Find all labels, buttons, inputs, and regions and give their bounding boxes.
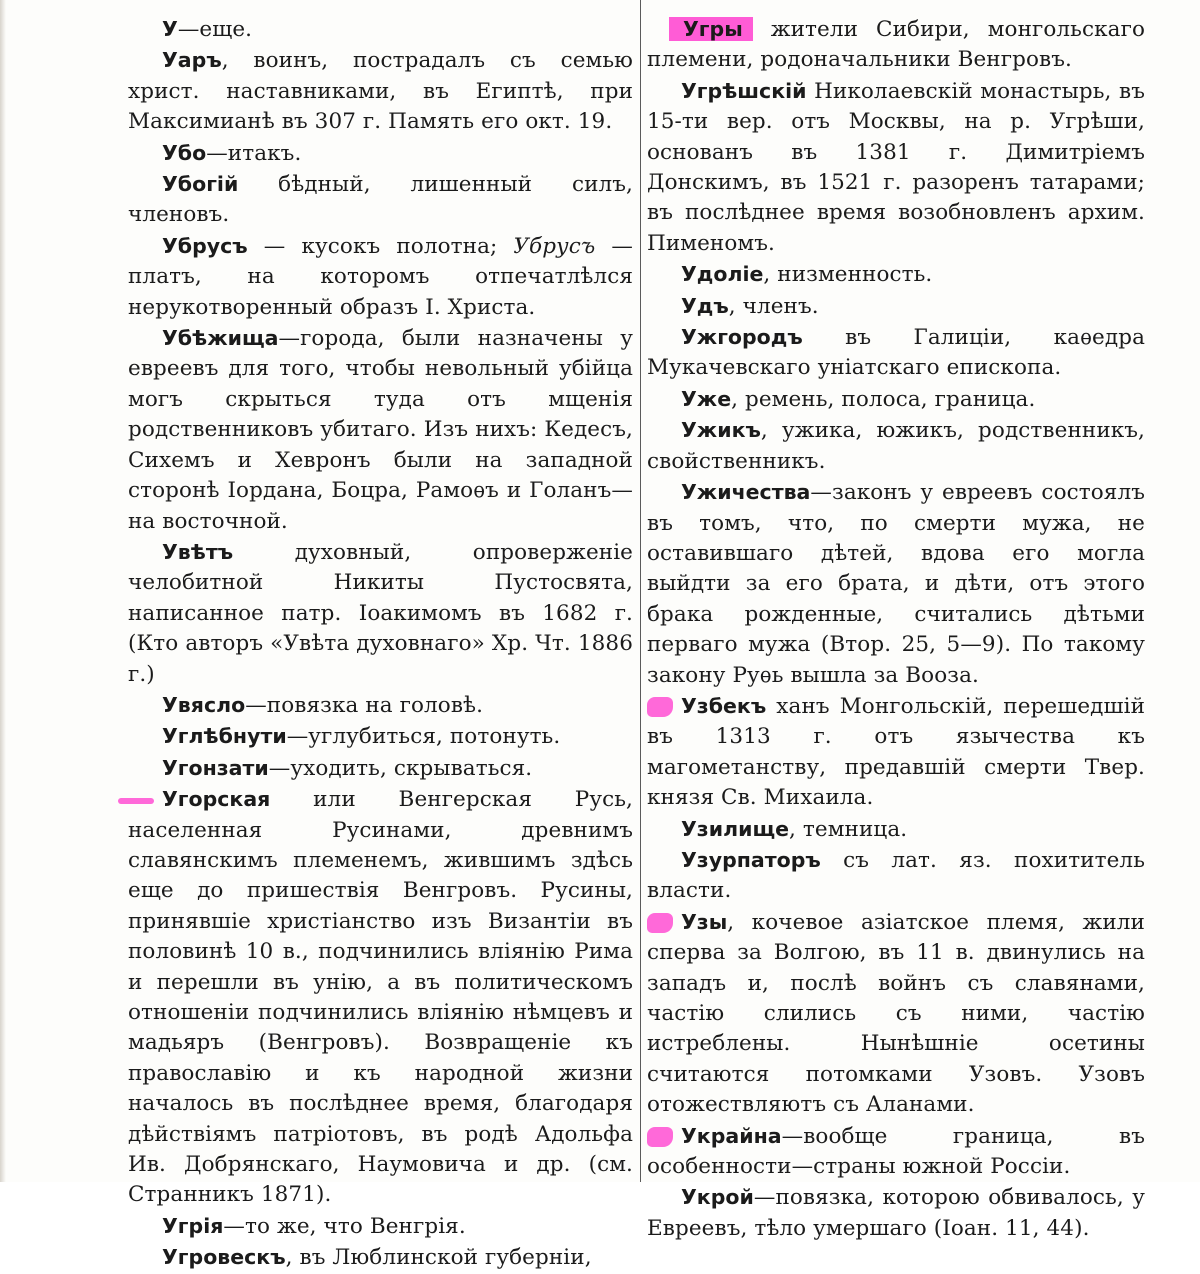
headword: Укрой: [681, 1185, 754, 1210]
definition: —повязка, которою обвивалось, у Евреевъ, тѣло умершаго (Іоан. 11, 44).: [647, 1185, 1145, 1241]
entry-uzhichestva: [647, 477, 1145, 691]
headword: Украйна: [681, 1123, 782, 1148]
headword: Угорская: [162, 787, 271, 812]
headword: Убо: [162, 140, 207, 165]
entry-ugry: [647, 14, 1145, 76]
entry-ugorskaya: [128, 784, 633, 1211]
definition: жители Сибири, монгольскаго племени, родоначальники Венгровъ.: [647, 17, 1145, 73]
entry-ugrovesk: [128, 1242, 633, 1273]
headword: Увѣтъ: [162, 539, 234, 564]
entry-uzbek: [647, 691, 1145, 814]
definition-continued: — платъ, на которомъ отпечатлѣлся нерукотворенный образъ І. Христа.: [128, 233, 633, 320]
left-column: [128, 14, 633, 1271]
headword: Узилище: [681, 816, 790, 841]
headword: Узурпаторъ: [681, 847, 821, 872]
definition: —еще.: [177, 17, 253, 42]
entry-ud: [647, 291, 1145, 322]
definition: , кочевое азіатское племя, жили сперва за Волгою, въ 11 в. двинулись на западъ и, послѣ войнъ съ славянами, частію слились съ ними, частію истреблены. Нынѣшніе осетины считаются потомками Узовъ. Узовъ отожествляютъ съ Аланами.: [647, 909, 1145, 1118]
definition: , въ Люблинской губерніи,: [285, 1245, 592, 1271]
definition: —повязка на головѣ.: [245, 692, 484, 718]
headword: У: [162, 17, 178, 41]
definition: , темница.: [789, 816, 908, 842]
definition: — кусокъ полотна;: [247, 233, 514, 259]
headword: Угрѣшскій: [681, 78, 807, 103]
definition: бѣдный, лишенный силъ, членовъ.: [128, 172, 633, 228]
headword: Удъ: [681, 293, 729, 318]
headword: Угрія: [162, 1213, 224, 1238]
entry-ukraina: [647, 1121, 1145, 1183]
entry-uzurpator: [647, 845, 1145, 907]
definition: духовный, опроверженіе челобитной Никиты Пустосвята, написанное патр. Іоакимомъ въ 1682 г. (Кто авторъ «Увѣта духовнаго» Хр. Чт. 1886 г.): [128, 539, 633, 687]
headword: Ужикъ: [681, 418, 761, 443]
headword: Уаръ: [162, 48, 222, 73]
headword: Ужичества: [681, 480, 811, 505]
headword: Уже: [681, 386, 732, 411]
entry-udolie: [647, 259, 1145, 290]
entry-uzilishche: [647, 814, 1145, 845]
headword: Угонзати: [162, 755, 269, 780]
entry-ubo: [128, 138, 633, 169]
headword: Узы: [681, 909, 728, 934]
entry-ugreshskii: [647, 76, 1145, 259]
definition: , ужика, южикъ, родственникъ, свойственникъ.: [647, 418, 1145, 474]
definition: —уходить, скрываться.: [268, 755, 533, 781]
headword: Убогій: [162, 172, 239, 197]
entry-ukroi: [647, 1182, 1145, 1244]
headword: Убрусъ: [162, 233, 248, 258]
entry-uar: [128, 45, 633, 137]
entry-u: [128, 14, 633, 45]
entry-ubrus: [128, 231, 633, 323]
headword: Убѣжища: [162, 326, 279, 351]
definition: ханъ Монгольскій, перешедшій въ 1313 г. отъ язычества къ магометанству, предавшій смерти Твер. князя Св. Михаила.: [647, 693, 1145, 811]
definition: или Венгерская Русь, населенная Русинами, древнимъ славянскимъ племенемъ, жившимъ здѣсь еще до пришествія Венгровъ. Русины, принявшіе христіанство изъ Византіи въ половинѣ 10 в., подчинились вліянію Рима и перешли въ унію, а въ политическомъ отношеніи подчинились вліянію нѣмцевъ и мадьяръ (Венгровъ). Возвращеніе къ православію и къ народной жизни началось въ послѣднее время, благодаря дѣйствіямъ патріотовъ, въ родѣ Адольфа Ив. Добрянскаго, Наумовича и др. (см. Странникъ 1871).: [128, 787, 633, 1208]
headword: Удоліе: [681, 262, 764, 287]
definition: —вообще граница, въ особенности—страны южной Россіи.: [647, 1123, 1145, 1180]
entry-ugriya: [128, 1211, 633, 1242]
headword: Увясло: [162, 692, 246, 717]
headword: Узбекъ: [681, 693, 767, 718]
entry-uzhik: [647, 415, 1145, 477]
definition: —города, были назначены у евреевъ для того, чтобы невольный убійца могъ скрыться туда отъ мщенія родственниковъ убитаго. Изъ нихъ: Кедесъ, Сихемъ и Хевронъ были на западной сторонѣ Іордана, Боцра, Рамоѳъ и Голанъ—на восточной.: [128, 326, 633, 534]
entry-uzhe: [647, 384, 1145, 415]
page-edge-shadow: [0, 0, 6, 1182]
column-divider: [640, 0, 641, 1182]
definition: , ремень, полоса, граница.: [731, 386, 1036, 412]
italic-term: Убрусъ: [513, 233, 596, 259]
entry-uvyaslo: [128, 690, 633, 721]
definition: , воинъ, пострадалъ съ семью христ. наставниками, въ Египтѣ, при Максимианѣ въ 307 г. Память его окт. 19.: [128, 48, 633, 135]
headword: Углѣбнути: [162, 724, 287, 749]
entry-uzy: [647, 907, 1145, 1121]
headword-highlighted: Угры: [669, 17, 753, 41]
entry-ubezhishcha: [128, 323, 633, 537]
headword: Ужгородъ: [681, 325, 803, 350]
definition: —законъ у евреевъ состоялъ въ томъ, что, по смерти мужа, не оставившаго дѣтей, вдова его могла выйдти за его брата, и дѣти, отъ этого брака рожденные, считались дѣтьми перваго мужа (Втор. 25, 5—9). По такому закону Руѳь вышла за Вооза.: [647, 480, 1145, 688]
entry-uvet: [128, 537, 633, 690]
headword: Угровескъ: [162, 1245, 286, 1270]
entry-ubogii: [128, 169, 633, 231]
definition: , членъ.: [728, 293, 819, 319]
definition: съ лат. яз. похититель власти.: [647, 847, 1145, 904]
definition: Николаевскій монастырь, въ 15-ти вер. отъ Москвы, на р. Угрѣши, основанъ въ 1381 г. Димитріемъ Донскимъ, въ 1521 г. разоренъ татарами; въ послѣднее время возобновленъ архим. Пименомъ.: [647, 78, 1145, 256]
entry-ugonzati: [128, 753, 633, 784]
entry-uzhgorod: [647, 322, 1145, 384]
definition: , низменность.: [763, 262, 933, 288]
definition: въ Галиціи, каѳедра Мукачевскаго уніатскаго епископа.: [647, 325, 1145, 381]
definition: —итакъ.: [206, 140, 302, 166]
definition: —то же, что Венгрія.: [223, 1213, 466, 1239]
definition: —углубиться, потонуть.: [286, 724, 561, 750]
entry-uglebnuti: [128, 721, 633, 752]
right-column: [647, 14, 1145, 1241]
